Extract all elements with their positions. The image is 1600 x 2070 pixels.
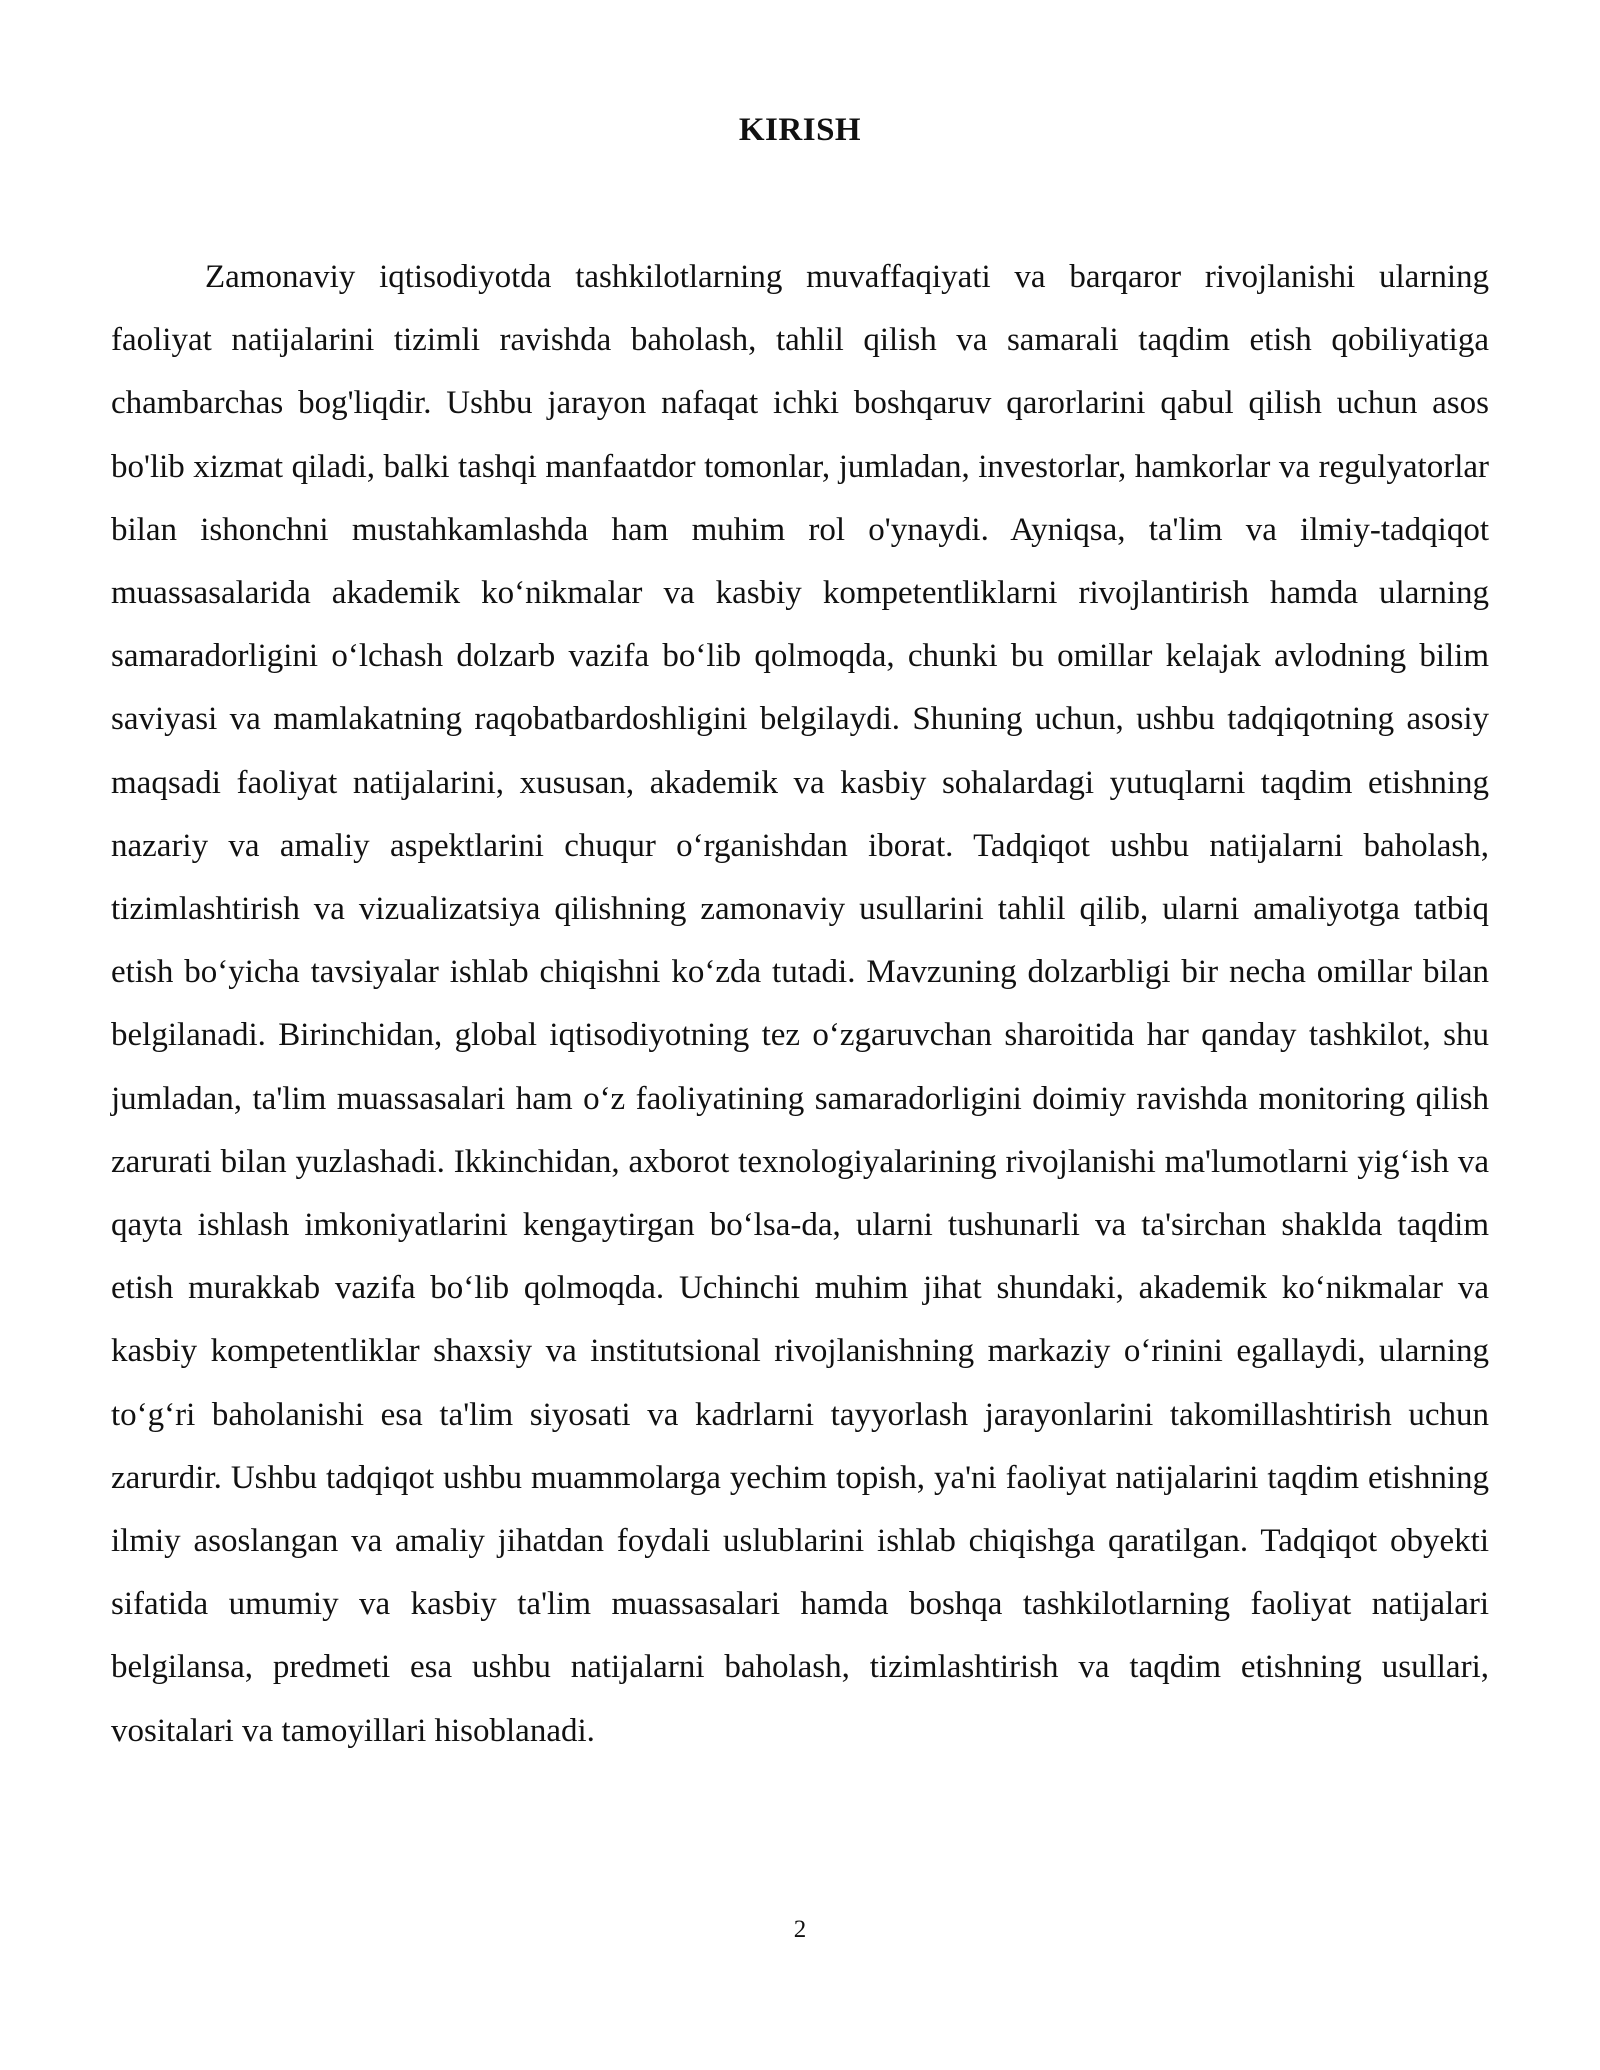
body-paragraph: Zamonaviy iqtisodiyotda tashkilotlarning muvaffaqiyati va barqaror rivojlanishi ularning faoliyat natijalarini tizimli ravishda baholash, tahlil qilish va samarali taqdim etish qobiliyatiga chambarchas bog'liqdir. Ushbu jarayon nafaqat ichki boshqaruv qarorlarini qabul qilish uchun asos bo'lib xizmat qiladi, balki tashqi manfaatdor tomonlar, jumladan, investorlar, hamkorlar va regulyatorlar bilan ishonchni mustahkamlashda ham muhim rol o'ynaydi. Ayniqsa, ta'lim va ilmiy-tadqiqot muassasalarida akademik ko‘nikmalar va kasbiy kompetentliklarni rivojlantirish hamda ularning samaradorligini o‘lchash dolzarb vazifa bo‘lib qolmoqda, chunki bu omillar kelajak avlodning bilim saviyasi va mamlakatning raqobatbardoshligini belgilaydi. Shuning uchun, ushbu tadqiqotning asosiy maqsadi faoliyat natijalarini, xususan, akademik va kasbiy sohalardagi yutuqlarni taqdim etishning nazariy va amaliy aspektlarini chuqur o‘rganishdan iborat. Tadqiqot ushbu natijalarni baholash, tizimlashtirish va vizualizatsiya qilishning zamonaviy usullarini tahlil qilib, ularni amaliyotga tatbiq etish bo‘yicha tavsiyalar ishlab chiqishni ko‘zda tutadi. Mavzuning dolzarbligi bir necha omillar bilan belgilanadi. Birinchidan, global iqtisodiyotning tez o‘zgaruvchan sharoitida har qanday tashkilot, shu jumladan, ta'lim muassasalari ham o‘z faoliyatining samaradorligini doimiy ravishda monitoring qilish zarurati bilan yuzlashadi. Ikkinchidan, axborot texnologiyalarining rivojlanishi ma'lumotlarni yig‘ish va qayta ishlash imkoniyatlarini kengaytirgan bo‘lsa-da, ularni tushunarli va ta'sirchan shaklda taqdim etish murakkab vazifa bo‘lib qolmoqda. Uchinchi muhim jihat shundaki, akademik ko‘nikmalar va kasbiy kompetentliklar shaxsiy va institutsional rivojlanishning markaziy o‘rinini egallaydi, ularning to‘g‘ri baholanishi esa ta'lim siyosati va kadrlarni tayyorlash jarayonlarini takomillashtirish uchun zarurdir. Ushbu tadqiqot ushbu muammolarga yechim topish, ya'ni faoliyat natijalarini taqdim etishning ilmiy asoslangan va amaliy jihatdan foydali uslublarini ishlab chiqishga qaratilgan. Tadqiqot obyekti sifatida umumiy va kasbiy ta'lim muassasalari hamda boshqa tashkilotlarning faoliyat natijalari belgilansa, predmeti esa ushbu natijalarni baholash, tizimlashtirish va taqdim etishning usullari, vositalari va tamoyillari hisoblanadi. (111, 259, 1489, 1749)
page-number: 2 (793, 1916, 807, 1943)
page-title: KIRISH (738, 112, 862, 148)
